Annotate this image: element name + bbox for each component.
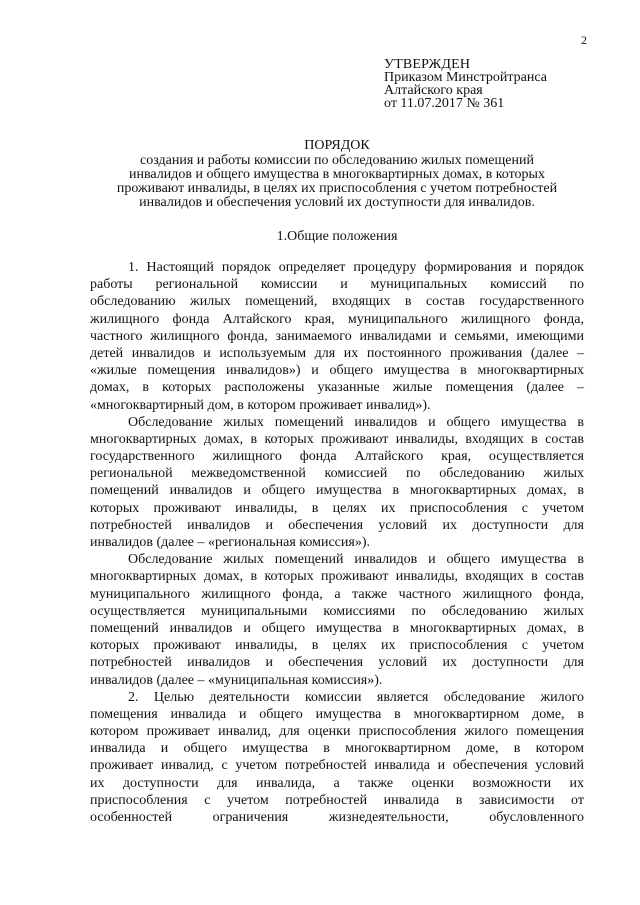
paragraph-line: инвалида и общего имущества в многоквартирном доме, в котором	[90, 741, 584, 757]
paragraph-line: проживает инвалид, с учетом потребностей инвалида и обеспечения условий	[90, 758, 584, 774]
document-subtitle-line: создания и работы комиссии по обследованию жилых помещений	[140, 153, 534, 168]
document-subtitle-line: инвалидов и обеспечения условий их доступности для инвалидов.	[139, 195, 535, 210]
paragraph	[90, 414, 584, 552]
paragraph	[90, 259, 584, 414]
paragraph-line: домах, в которых расположены указанные жилые помещения (далее –	[90, 380, 584, 396]
paragraph-line: Обследование жилых помещений инвалидов и общего имущества в	[128, 414, 584, 430]
paragraph-line: многоквартирных домах, в которых проживают инвалиды, входящих в состав	[90, 569, 584, 585]
paragraph-line: государственного жилищного фонда Алтайского края, осуществляется	[90, 449, 584, 465]
section-heading: 1.Общие положения	[276, 229, 398, 244]
paragraph-line: помещений инвалидов и общего имущества в многоквартирных домах, в	[90, 483, 584, 499]
page-number: 2	[581, 33, 587, 47]
paragraph-line: приспособления с учетом потребностей инвалида в зависимости от	[90, 792, 584, 808]
paragraph-line: детей инвалидов и используемым для их постоянного проживания (далее –	[90, 345, 584, 361]
paragraph-line: помещения инвалида и общего имущества в многоквартирном доме, в	[90, 706, 584, 722]
paragraph-line: осуществляется муниципальными комиссиями по обследованию жилых	[90, 603, 584, 619]
paragraph-line: помещений инвалидов и общего имущества в многоквартирных домах, в	[90, 620, 584, 636]
paragraph-line: «жилые помещения инвалидов») и общего имущества в многоквартирных	[90, 363, 584, 379]
paragraph-line: многоквартирных домах, в которых проживают инвалиды, входящих в состав	[90, 431, 584, 447]
paragraph-line: инвалидов (далее – «муниципальная комиссия»).	[90, 672, 383, 688]
paragraph	[90, 689, 584, 827]
paragraph-line: потребностей инвалидов и обеспечения условий их доступности для	[90, 655, 584, 671]
paragraph-line: работы региональной комиссии и муниципальных комиссий по	[90, 277, 584, 293]
approval-region-line: Алтайского края	[384, 83, 483, 98]
approval-date-number-line: от 11.07.2017 № 361	[384, 96, 505, 111]
paragraph-line: потребностей инвалидов и обеспечения условий их доступности для	[90, 517, 584, 533]
paragraph-line: особенностей ограничения жизнедеятельности, обусловленного	[90, 810, 584, 825]
paragraph-line: муниципального жилищного фонда, а также частного жилищного фонда,	[90, 586, 584, 602]
paragraph-line: обследованию жилых помещений, входящих в состав государственного	[90, 294, 584, 310]
paragraph-line: котором проживает инвалид, для оценки приспособления жилого помещения	[90, 724, 584, 740]
paragraph-line: которых проживают инвалиды, в целях их приспособления с учетом	[90, 500, 584, 516]
document-subtitle-line: инвалидов и общего имущества в многоквартирных домах, в которых	[129, 167, 545, 182]
paragraph-line: 2. Целью деятельности комиссии является обследование жилого	[128, 689, 584, 705]
paragraph-line: «многоквартирный дом, в котором проживает инвалид»).	[90, 397, 431, 413]
approval-order-line: Приказом Минстройтранса	[384, 70, 547, 85]
paragraph-line: инвалидов (далее – «региональная комиссия»).	[90, 535, 370, 550]
paragraph-line: которых проживают инвалиды, в целях их приспособления с учетом	[90, 638, 584, 654]
document-body	[90, 259, 584, 826]
paragraph-line: Обследование жилых помещений инвалидов и общего имущества в	[128, 552, 584, 568]
paragraph-line: частного жилищного фонда, занимаемого инвалидами и семьями, имеющими	[90, 328, 584, 344]
approval-heading: УТВЕРЖДЕН	[384, 57, 471, 72]
paragraph-line: региональной межведомственной комиссией по обследованию жилых	[90, 466, 584, 482]
document-title: ПОРЯДОК	[304, 138, 370, 153]
approval-stamp-block	[384, 58, 604, 110]
paragraph-line: 1. Настоящий порядок определяет процедуру формирования и порядок	[128, 260, 584, 275]
document-subtitle-line: проживают инвалиды, в целях их приспособления с учетом потребностей	[116, 181, 558, 196]
paragraph-line: их доступности для инвалида, а также оценки возможности их	[90, 775, 584, 791]
paragraph	[90, 551, 584, 689]
paragraph-line: жилищного фонда Алтайского края, муниципального жилищного фонда,	[90, 311, 584, 327]
document-title-block	[90, 139, 584, 210]
